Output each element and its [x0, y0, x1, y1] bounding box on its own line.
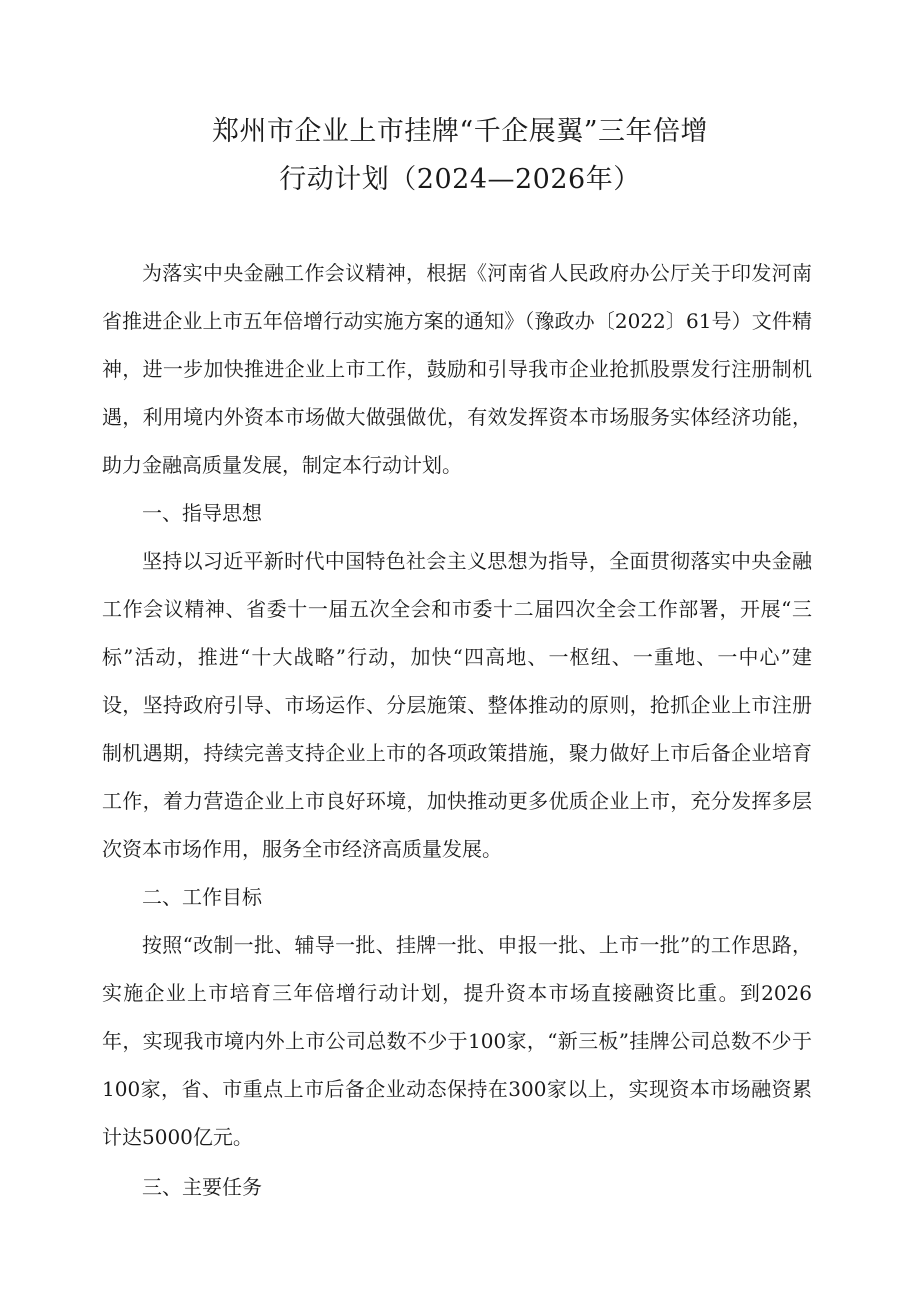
section-body-work-goals: 按照“改制一批、辅导一批、挂牌一批、申报一批、上市一批”的工作思路，实施企业上市培育三年倍增行动计划，提升资本市场直接融资比重。到2026年，实现我市境内外上市公司总数不少于100家，“新三板”挂牌公司总数不少于100家，省、市重点上市后备企业动态保持在300家以上，实现资本市场融资累计达5000亿元。: [102, 933, 812, 1149]
section-heading-work-goals: 二、工作目标: [142, 885, 262, 909]
document-title-line-1: 郑州市企业上市挂牌“千企展翼”三年倍增: [211, 116, 709, 147]
section-heading-main-tasks: 三、主要任务: [142, 1175, 262, 1199]
intro-paragraph: 为落实中央金融工作会议精神，根据《河南省人民政府办公厅关于印发河南省推进企业上市五年倍增行动实施方案的通知》（豫政办〔2022〕61号）文件精神，进一步加快推进企业上市工作，鼓励和引导我市企业抢抓股票发行注册制机遇，利用境内外资本市场做大做强做优，有效发挥资本市场服务实体经济功能，助力金融高质量发展，制定本行动计划。: [102, 261, 812, 477]
section-body-guiding-ideology: 坚持以习近平新时代中国特色社会主义思想为指导，全面贯彻落实中央金融工作会议精神、省委十一届五次全会和市委十二届四次全会工作部署，开展“三标”活动，推进“十大战略”行动，加快“四高地、一枢纽、一重地、一中心”建设，坚持政府引导、市场运作、分层施策、整体推动的原则，抢抓企业上市注册制机遇期，持续完善支持企业上市的各项政策措施，聚力做好上市后备企业培育工作，着力营造企业上市良好环境，加快推动更多优质企业上市，充分发挥多层次资本市场作用，服务全市经济高质量发展。: [102, 549, 812, 861]
section-heading-guiding-ideology: 一、指导思想: [142, 501, 262, 525]
document-title-line-2: 行动计划（2024—2026年）: [279, 164, 641, 195]
